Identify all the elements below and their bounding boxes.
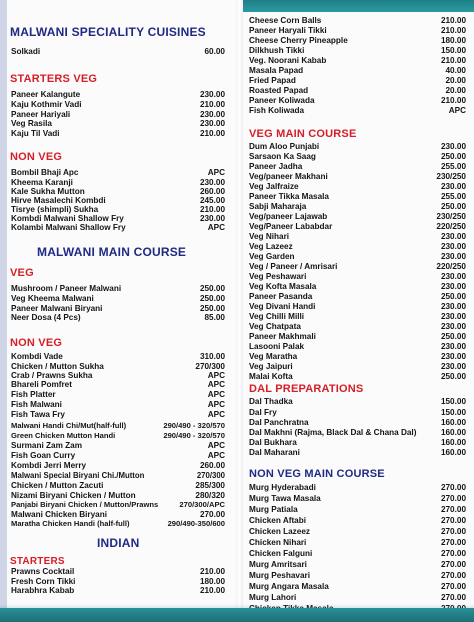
menu-item: Kheema Karanji 230.00	[11, 178, 225, 187]
menu-item: Veg Lazeez 230.00	[249, 242, 466, 251]
menu-item: Chicken / Mutton Sukha 270/300	[11, 362, 225, 371]
menu-item: Veg Rasila 230.00	[11, 119, 225, 128]
right-menu-column	[243, 0, 474, 622]
menu-item: Fried Papad 20.00	[249, 76, 466, 85]
menu-item: Malwani Special Biryani Chi./Mutton 270/300	[11, 471, 225, 480]
menu-item: Murg Patiala 270.00	[249, 505, 466, 514]
menu-item: Dal Maharani 160.00	[249, 448, 466, 457]
menu-item: Veg Kheema Malwani 250.00	[11, 294, 225, 303]
menu-item: Cheese Cherry Pineapple 180.00	[249, 36, 466, 45]
menu-item: Murg Peshavari 270.00	[249, 571, 466, 580]
menu-item: Murg Angara Masala 270.00	[249, 582, 466, 591]
menu-item: Veg/Paneer Lababdar 220/250	[249, 222, 466, 231]
left-border-band	[0, 0, 7, 622]
menu-item: Veg Chilli Milli 230.00	[249, 312, 466, 321]
menu-item: Masala Papad 40.00	[249, 66, 466, 75]
menu-item: Panjabi Biryani Chicken / Mutton/Prawns 270/300/APC	[11, 500, 225, 509]
menu-item: Dum Aloo Punjabi 230.00	[249, 142, 466, 151]
menu-item: Paneer Tikka Masala 255.00	[249, 192, 466, 201]
menu-item: Dal Fry 150.00	[249, 408, 466, 417]
malwani-speciality-heading: MALWANI SPECIALITY CUISINES	[10, 25, 206, 39]
menu-item: Dal Makhni (Rajma, Black Dal & Chana Dal) 160.00	[249, 428, 466, 437]
menu-item: Veg / Paneer / Amrisari 220/250	[249, 262, 466, 271]
menu-item: Murg Lahori 270.00	[249, 593, 466, 602]
bottom-wave-decoration	[0, 604, 474, 612]
menu-item: Malwani Handi Chi/Mut(half-full) 290/490 - 320/570	[11, 421, 225, 430]
menu-item: Fish Malwani APC	[11, 400, 225, 409]
menu-item: Paneer Haryali Tikki 210.00	[249, 26, 466, 35]
left-menu-column	[7, 0, 236, 622]
menu-item: Chicken / Mutton Zacuti 285/300	[11, 481, 225, 490]
menu-item: Chicken Falguni 270.00	[249, 549, 466, 558]
menu-item: Fish Tawa Fry APC	[11, 410, 225, 419]
non-veg-main-heading: NON VEG	[10, 337, 63, 349]
bottom-teal-strip	[0, 608, 474, 622]
menu-item: Dal Bukhara 160.00	[249, 438, 466, 447]
menu-item: Paneer Malwani Biryani 250.00	[11, 304, 225, 313]
menu-item: Sarsaon Ka Saag 250.00	[249, 152, 466, 161]
starters-veg-heading: STARTERS VEG	[10, 73, 98, 85]
dal-preparations-heading: DAL PREPARATIONS	[249, 383, 364, 395]
menu-item: Kaju Til Vadi 210.00	[11, 129, 225, 138]
menu-item: Veg Chatpata 230.00	[249, 322, 466, 331]
menu-item: Sabji Maharaja 250.00	[249, 202, 466, 211]
menu-item: Veg Divani Handi 230.00	[249, 302, 466, 311]
menu-item: Paneer Kalangute 230.00	[11, 90, 225, 99]
menu-item: Veg Peshawari 230.00	[249, 272, 466, 281]
menu-item: Cheese Corn Balls 210.00	[249, 16, 466, 25]
menu-item: Veg Jaipuri 230.00	[249, 362, 466, 371]
menu-item: Dal Panchratna 160.00	[249, 418, 466, 427]
menu-item: Maratha Chicken Handi (half-full) 290/490-350/600	[11, 519, 225, 528]
menu-item: Malwani Chicken Biryani 270.00	[11, 510, 225, 519]
menu-item: Prawns Cocktail 210.00	[11, 567, 225, 576]
menu-item: Kombdi Vade 310.00	[11, 352, 225, 361]
menu-item: Veg Kofta Masala 230.00	[249, 282, 466, 291]
menu-item: Chicken Aftabi 270.00	[249, 516, 466, 525]
menu-item: Tisrye (shimpli) Sukha 210.00	[11, 205, 225, 214]
menu-item: Malai Kofta 250.00	[249, 372, 466, 381]
menu-item: Veg/paneer Makhani 230/250	[249, 172, 466, 181]
menu-item: Solkadi 60.00	[11, 47, 225, 56]
menu-item: Fresh Corn Tikki 180.00	[11, 577, 225, 586]
menu-item: Kombdi Malwani Shallow Fry 230.00	[11, 214, 225, 223]
menu-item: Veg. Noorani Kabab 210.00	[249, 56, 466, 65]
menu-item: Veg Nihari 230.00	[249, 232, 466, 241]
menu-item: Bhareli Pomfret APC	[11, 380, 225, 389]
malwani-main-course-heading: MALWANI MAIN COURSE	[37, 245, 187, 259]
menu-item: Fish Koliwada APC	[249, 106, 466, 115]
menu-item: Veg Maratha 230.00	[249, 352, 466, 361]
menu-item: Dilkhush Tikki 150.00	[249, 46, 466, 55]
menu-item: Surmani Zam Zam APC	[11, 441, 225, 450]
menu-item: Murg Tawa Masala 270.00	[249, 494, 466, 503]
menu-item: Dal Thadka 150.00	[249, 397, 466, 406]
menu-item: Paneer Hariyali 230.00	[11, 110, 225, 119]
menu-item: Paneer Makhmali 250.00	[249, 332, 466, 341]
menu-item: Green Chicken Mutton Handi 290/490 - 320/570	[11, 431, 225, 440]
starters-heading: STARTERS	[10, 556, 65, 567]
veg-main-course-heading: VEG MAIN COURSE	[249, 128, 357, 140]
menu-item: Veg Garden 230.00	[249, 252, 466, 261]
menu-item: Kolambi Malwani Shallow Fry APC	[11, 223, 225, 232]
menu-item: Paneer Koliwada 210.00	[249, 96, 466, 105]
non-veg-heading: NON VEG	[10, 151, 63, 163]
page-fold-divider	[236, 0, 243, 622]
menu-item: Paneer Jadha 255.00	[249, 162, 466, 171]
menu-item: Bombil Bhaji Apc APC	[11, 168, 225, 177]
menu-item: Murg Hyderabadi 270.00	[249, 483, 466, 492]
menu-item: Roasted Papad 20.00	[249, 86, 466, 95]
menu-item: Veg Jalfraize 230.00	[249, 182, 466, 191]
menu-item: Hirve Masalechi Kombdi 245.00	[11, 196, 225, 205]
menu-item: Kombdi Jerri Merry 260.00	[11, 461, 225, 470]
menu-item: Kale Sukha Mutton 260.00	[11, 187, 225, 196]
menu-item: Paneer Pasanda 250.00	[249, 292, 466, 301]
non-veg-main-course-heading: NON VEG MAIN COURSE	[249, 468, 385, 480]
menu-item: Fish Goan Curry APC	[11, 451, 225, 460]
menu-item: Neer Dosa (4 Pcs) 85.00	[11, 313, 225, 322]
menu-item: Murg Amritsari 270.00	[249, 560, 466, 569]
menu-item: Harabhra Kabab 210.00	[11, 586, 225, 595]
menu-item: Chicken Lazeez 270.00	[249, 527, 466, 536]
veg-heading: VEG	[10, 267, 34, 279]
menu-item: Nizami Biryani Chicken / Mutton 280/320	[11, 491, 225, 500]
indian-heading: INDIAN	[97, 536, 140, 550]
menu-item: Mushroom / Paneer Malwani 250.00	[11, 284, 225, 293]
menu-item: Fish Platter APC	[11, 390, 225, 399]
menu-item: Lasooni Palak 230.00	[249, 342, 466, 351]
menu-item: Chicken Nihari 270.00	[249, 538, 466, 547]
menu-item: Kaju Kothmir Vadi 210.00	[11, 100, 225, 109]
menu-item: Crab / Prawns Sukha APC	[11, 371, 225, 380]
menu-item: Veg/paneer Lajawab 230/250	[249, 212, 466, 221]
